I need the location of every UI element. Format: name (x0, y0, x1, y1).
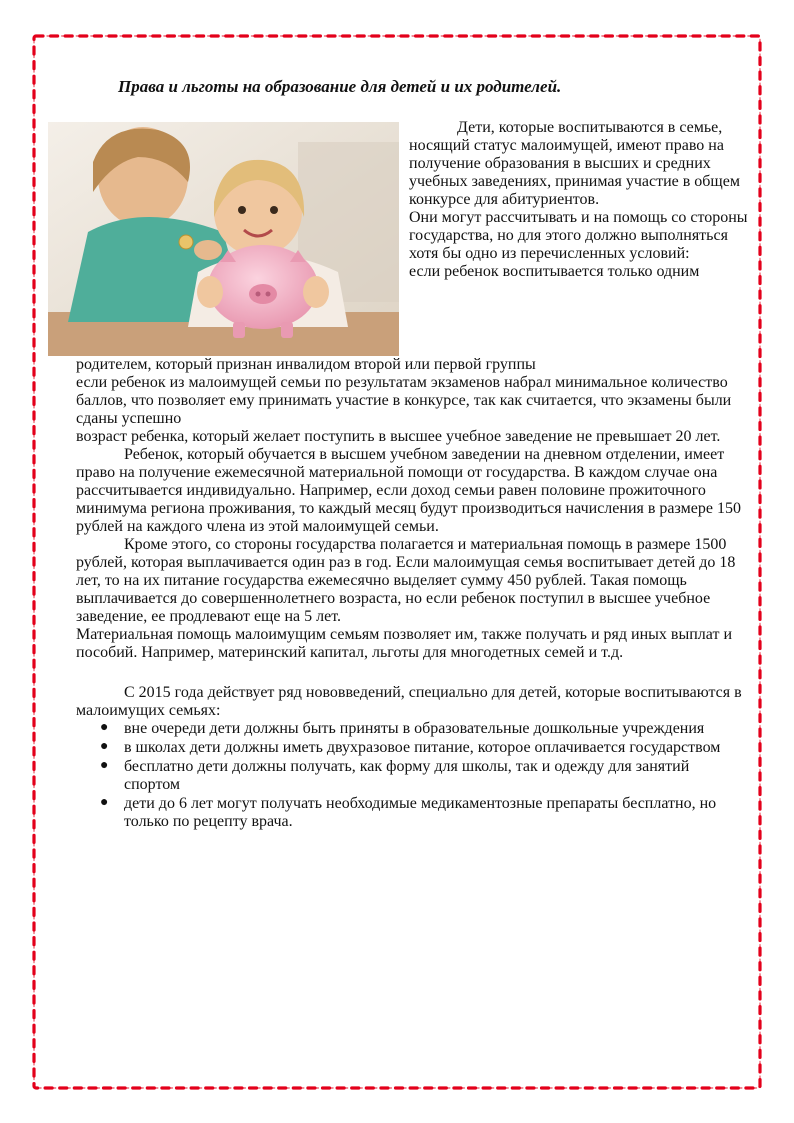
list-item-text: бесплатно дети должны получать, как форму для школы, так и одежду для занятий спортом (124, 757, 690, 793)
intro-paragraph: Дети, которые воспитываются в семье, носящий статус малоимущей, имеют право на получение образования в высших и средних учебных заведениях, принимая участие в общем конкурсе для абитуриентов. (409, 119, 740, 208)
body-paragraph: если ребенок из малоимущей семьи по результатам экзаменов набрал минимальное количество баллов, что позволяет ему принимать участие в конкурсе, так как считается, что экзамены были сданы успешно (76, 374, 732, 427)
list-item-text: вне очереди дети должны быть приняты в образовательные дошкольные учреждения (124, 719, 705, 737)
bullet-icon: ● (100, 738, 109, 754)
body-paragraph: родителем, который признан инвалидом второй или первой группы (76, 356, 536, 373)
bullet-icon: ● (100, 794, 109, 810)
body-paragraph: Кроме этого, со стороны государства полагается и материальная помощь в размере 1500 рублей, которая выплачивается один раз в год. Если малоимущая семья воспитывает детей до 18 лет, то на их питание государства ежемесячно выделяет сумму 450 рублей. Такая помощь выплачивается до совершеннолетнего возраста, но если ребенок поступил в высшее учебное заведение, ее продлевают еще на 5 лет. (76, 536, 736, 625)
intro-paragraph: если ребенок воспитывается только одним (409, 263, 700, 280)
body-paragraph: Материальная помощь малоимущим семьям позволяет им, также получать и ряд иных выплат и пособий. Например, материнский капитал, льготы для многодетных семей и т.д. (76, 626, 732, 661)
body-paragraph: Ребенок, который обучается в высшем учебном заведении на дневном отделении, имеет право на получение ежемесячной материальной помощи от государства. В каждом случае она рассчитывается индивидуально. Например, если доход семьи равен половине прожиточного минимума региона проживания, то каждый месяц будут производиться начисления в размере 150 рублей на каждого члена из этой малоимущей семьи. (76, 446, 741, 535)
intro-paragraph: Они могут рассчитывать и на помощь со стороны государства, но для этого должно выполняться хотя бы одно из перечисленных условий: (409, 209, 748, 262)
bullet-icon: ● (100, 719, 109, 735)
paragraph-spacer (76, 662, 748, 684)
list-item-text: дети до 6 лет могут получать необходимые медикаментозные препараты бесплатно, но только по рецепту врача. (124, 794, 717, 830)
body-paragraph: С 2015 года действует ряд нововведений, специально для детей, которые воспитываются в малоимущих семьях: (76, 683, 742, 719)
main-text-block (76, 356, 748, 832)
mother-daughter-piggybank-photo (48, 122, 399, 356)
list-item (100, 738, 748, 757)
list-item-text: в школах дети должны иметь двухразовое питание, которое оплачивается государством (124, 738, 721, 756)
bullet-icon: ● (100, 757, 109, 773)
list-item (100, 794, 748, 831)
benefits-list (76, 720, 748, 831)
list-item (100, 719, 748, 738)
page-title: Права и льготы на образование для детей и их родителей. (118, 77, 562, 96)
body-paragraph: возраст ребенка, который желает поступить в высшее учебное заведение не превышает 20 лет. (76, 428, 721, 445)
intro-text-block (409, 119, 749, 281)
list-item (100, 757, 748, 794)
